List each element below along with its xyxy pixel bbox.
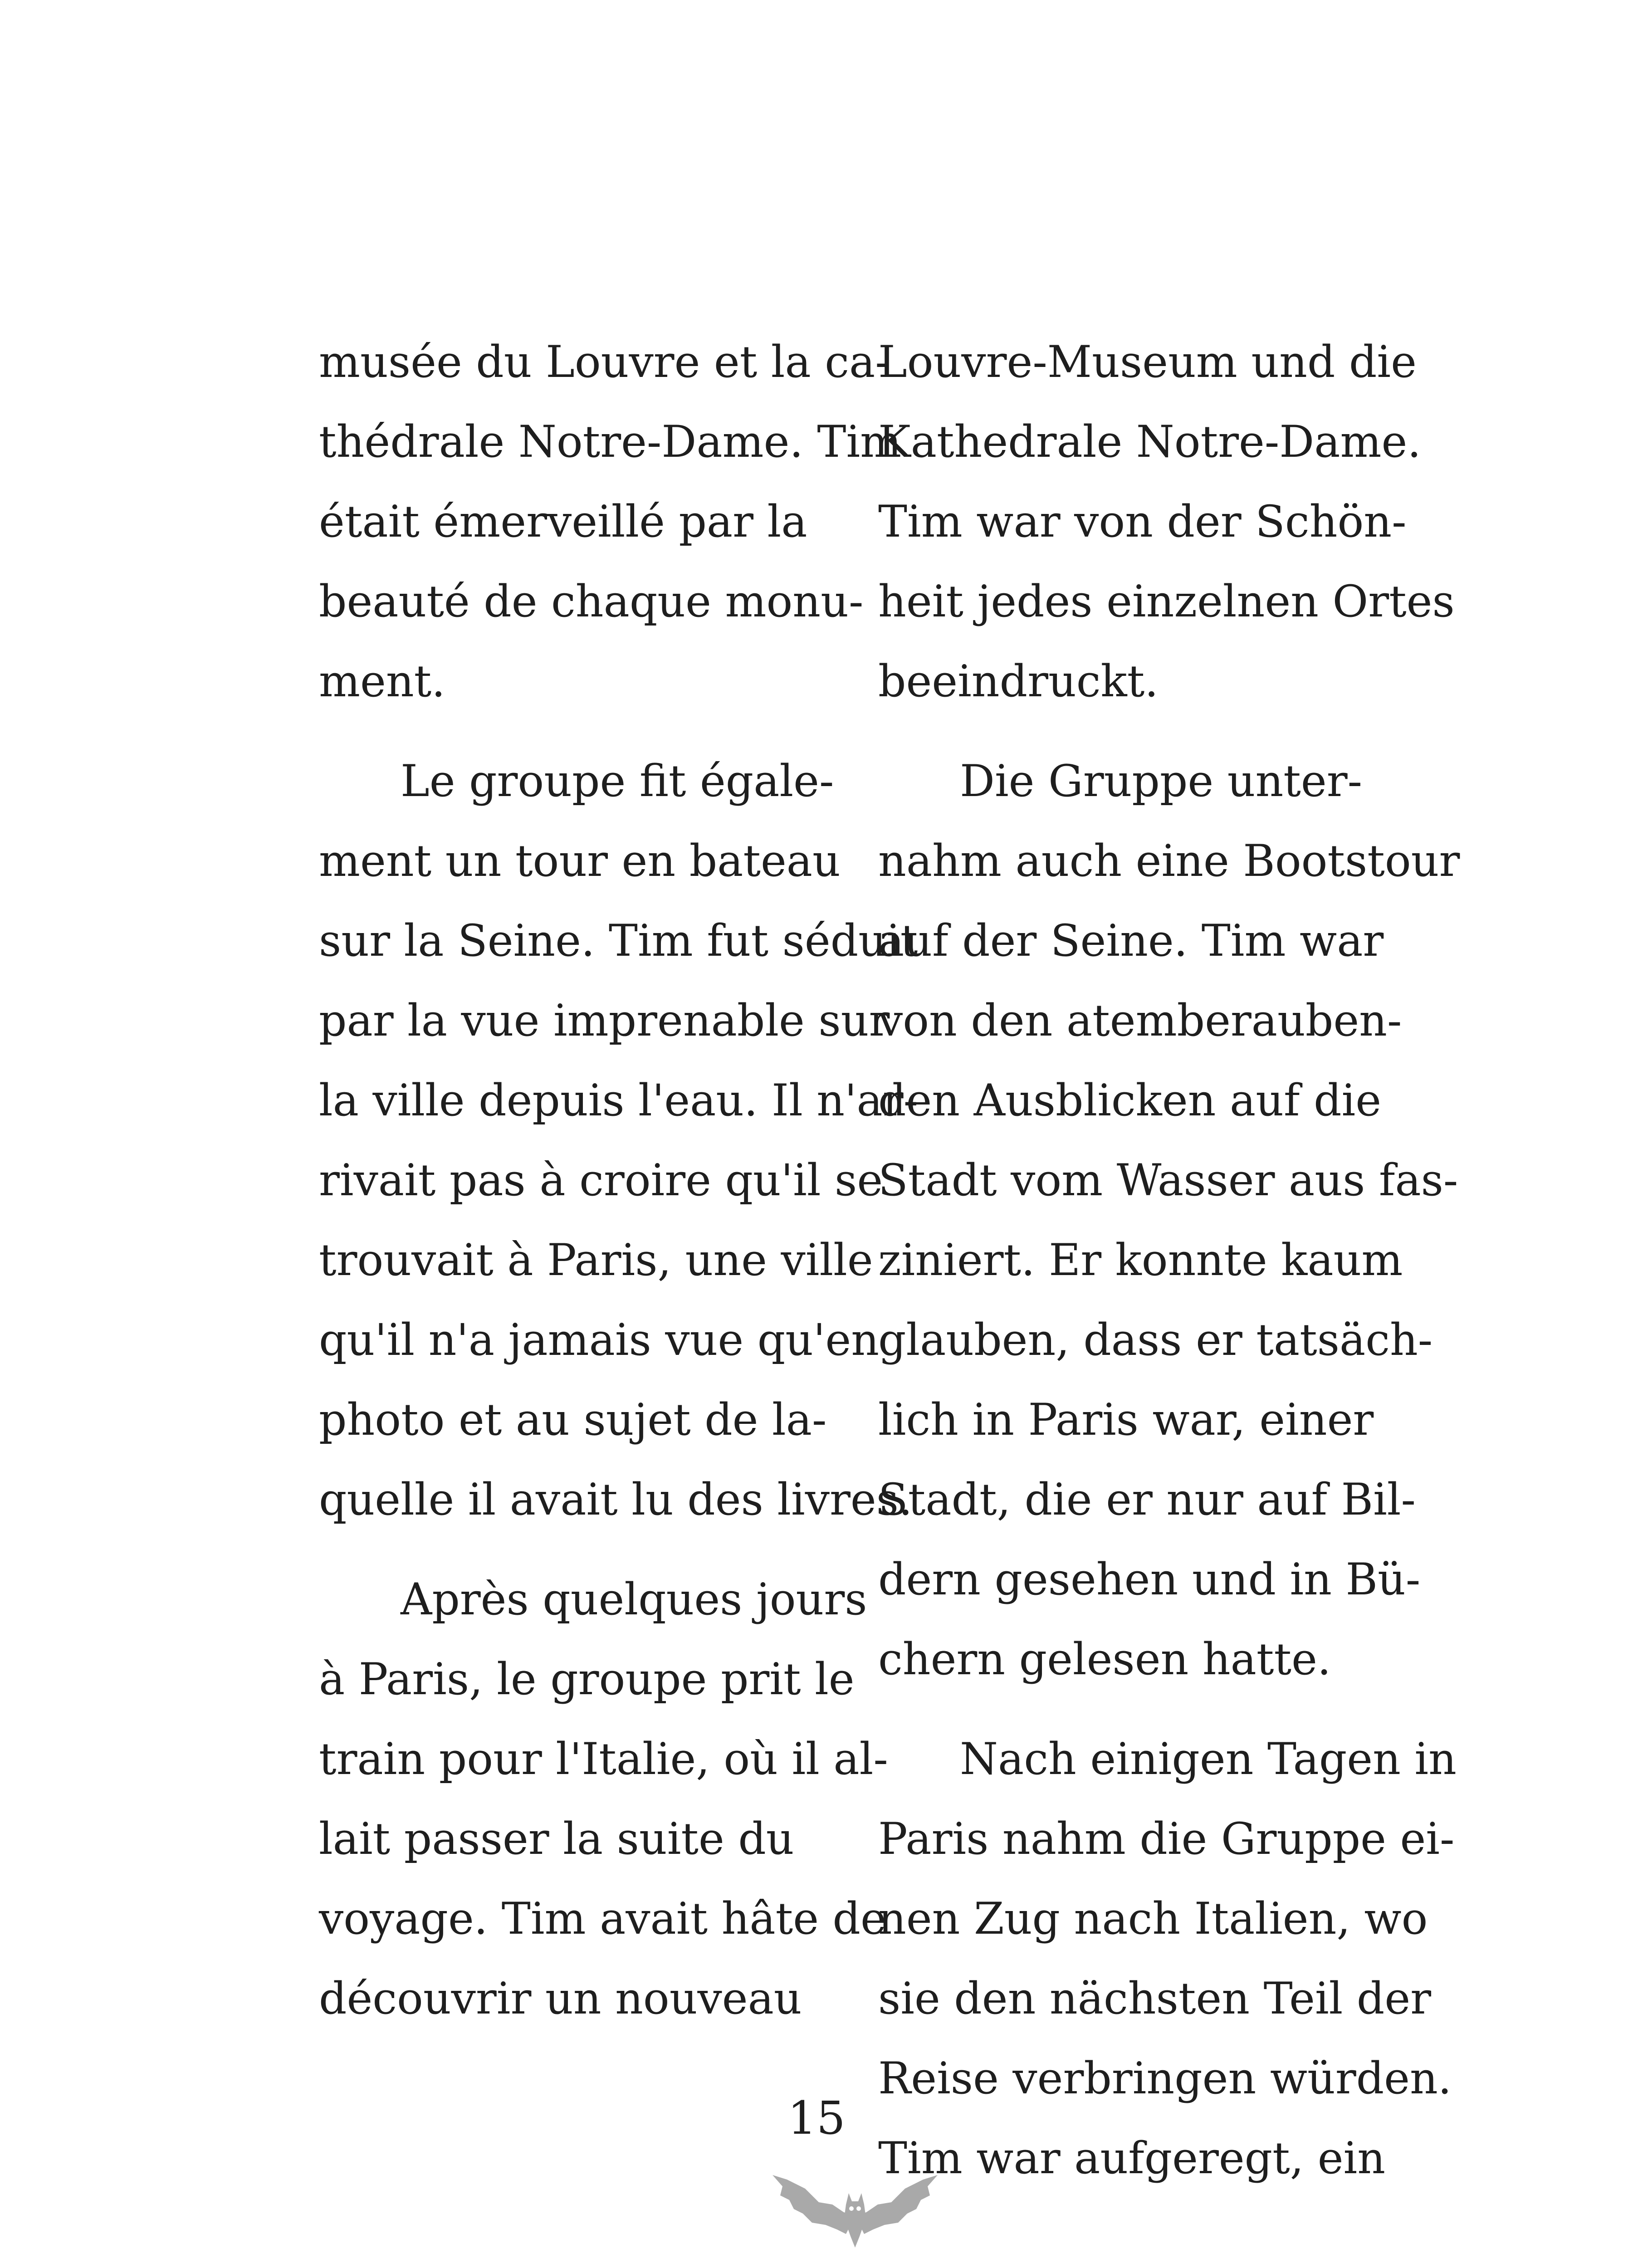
text-line: sie den nächsten Teil der (878, 1973, 1432, 2024)
text-line: nen Zug nach Italien, wo (878, 1893, 1428, 1944)
text-line: découvrir un nouveau (319, 1973, 802, 2024)
text-line: Reise verbringen würden. (878, 2053, 1452, 2104)
german-column (878, 322, 1460, 2198)
text-line: la ville depuis l'eau. Il n'ar- (319, 1075, 919, 1126)
text-line: Kathedrale Notre-Dame. (878, 416, 1421, 467)
text-line: musée du Louvre et la ca- (319, 337, 890, 387)
paragraph (319, 1559, 888, 2038)
text-line: ziniert. Er konnte kaum (878, 1235, 1403, 1286)
bat-logo-icon (769, 2161, 941, 2252)
text-line: Après quelques jours (401, 1574, 867, 1625)
text-line: dern gesehen und in Bü- (878, 1554, 1421, 1605)
text-line: auf der Seine. Tim war (878, 915, 1384, 966)
text-line: lich in Paris war, einer (878, 1394, 1374, 1445)
text-line: train pour l'Italie, où il al- (319, 1734, 888, 1784)
text-line: par la vue imprenable sur (319, 995, 890, 1046)
text-line: chern gelesen hatte. (878, 1634, 1331, 1685)
text-line: von den atemberauben- (878, 995, 1402, 1046)
paragraph (319, 322, 902, 721)
paragraph (319, 741, 919, 1540)
text-line: rivait pas à croire qu'il se (319, 1155, 883, 1206)
text-line: Tim war aufgeregt, ein (878, 2133, 1386, 2184)
paragraph (878, 322, 1455, 721)
text-line: heit jedes einzelnen Ortes (878, 576, 1455, 627)
text-line: photo et au sujet de la- (319, 1394, 827, 1445)
text-line: glauben, dass er tatsäch- (878, 1315, 1433, 1365)
text-line: sur la Seine. Tim fut séduit (319, 915, 918, 966)
text-line: den Ausblicken auf die (878, 1075, 1382, 1126)
text-line: Die Gruppe unter- (960, 756, 1363, 807)
text-line: lait passer la suite du (319, 1813, 794, 1864)
text-line: thédrale Notre-Dame. Tim (319, 416, 902, 467)
text-line: était émerveillé par la (319, 496, 807, 547)
text-line: ment un tour en bateau (319, 836, 841, 886)
text-line: Louvre-Museum und die (878, 337, 1417, 387)
text-line: Tim war von der Schön- (878, 496, 1407, 547)
text-line: Paris nahm die Gruppe ei- (878, 1813, 1455, 1864)
text-line: voyage. Tim avait hâte de (319, 1893, 886, 1944)
text-line: ment. (319, 656, 445, 707)
text-line: qu'il n'a jamais vue qu'en (319, 1315, 880, 1365)
text-line: quelle il avait lu des livres. (319, 1474, 913, 1525)
text-line: Stadt, die er nur auf Bil- (878, 1474, 1416, 1525)
text-line: Le groupe fit égale- (401, 756, 834, 807)
text-line: trouvait à Paris, une ville (319, 1235, 873, 1286)
text-line: beauté de chaque monu- (319, 576, 864, 627)
french-column (319, 322, 919, 2038)
text-line: Nach einigen Tagen in (960, 1734, 1457, 1784)
paragraph (878, 741, 1460, 1699)
text-line: nahm auch eine Bootstour (878, 836, 1460, 886)
page-number: 15 (787, 2092, 846, 2145)
text-line: à Paris, le groupe prit le (319, 1654, 855, 1705)
text-line: Stadt vom Wasser aus fas- (878, 1155, 1458, 1206)
text-line: beeindruckt. (878, 656, 1159, 707)
